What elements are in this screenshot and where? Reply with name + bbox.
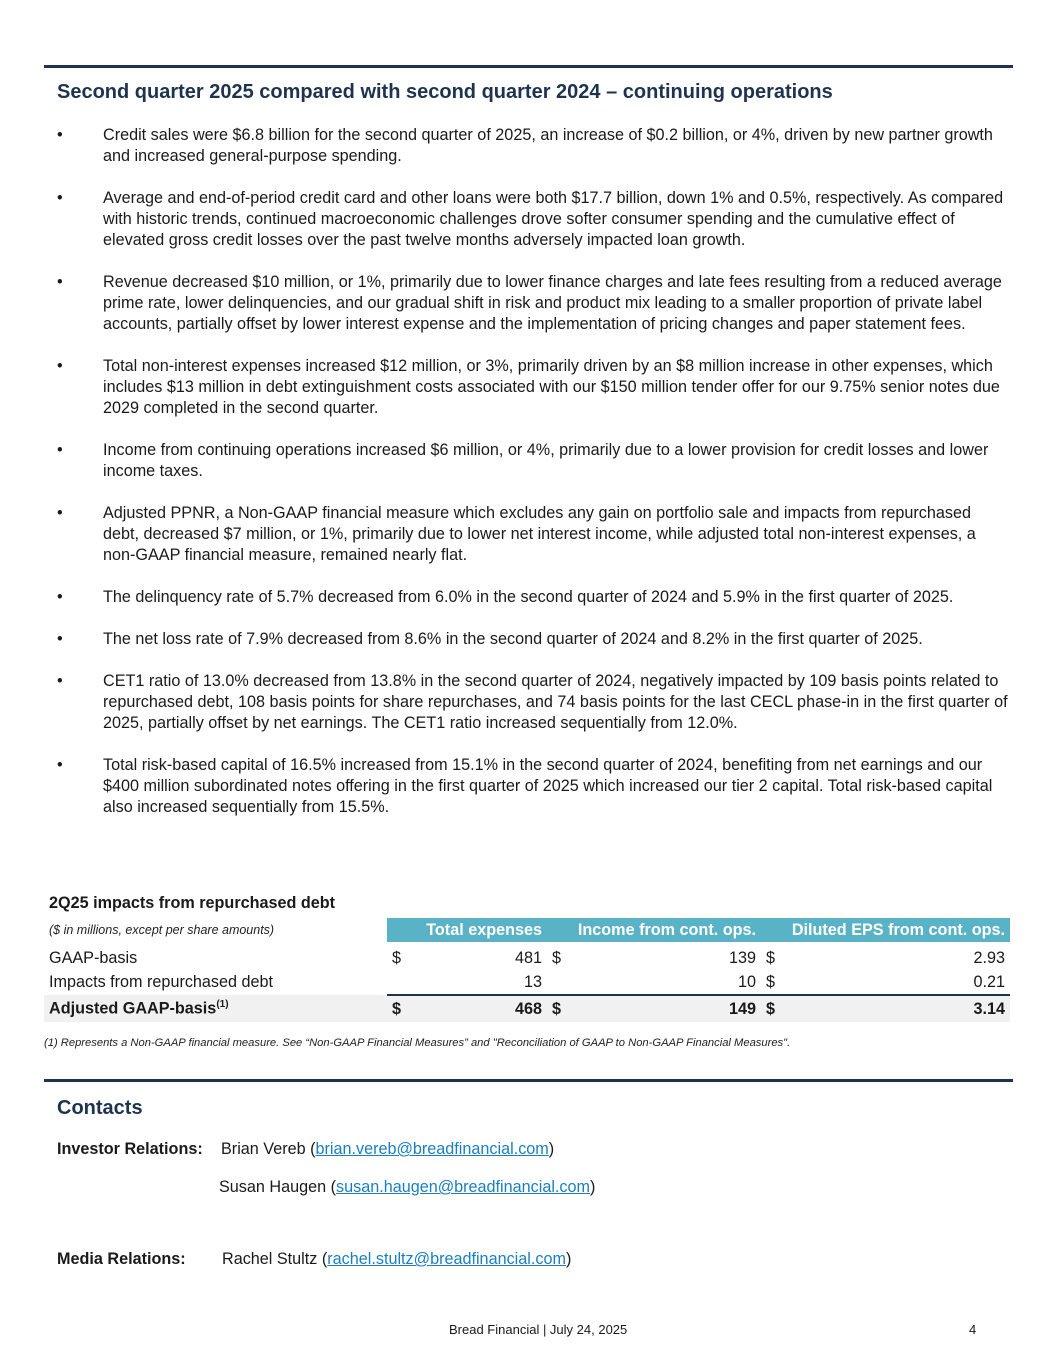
list-item xyxy=(0,755,1055,818)
table-row xyxy=(44,970,1010,995)
list-item xyxy=(0,188,1055,251)
list-item xyxy=(0,272,1055,335)
table-footnote: (1) Represents a Non-GAAP financial measure. See “Non-GAAP Financial Measures” and "Reconciliation of GAAP to Non-GAAP Financial Measures". xyxy=(44,1037,791,1049)
email-link[interactable]: brian.vereb@breadfinancial.com xyxy=(315,1140,549,1158)
bullet-icon: • xyxy=(57,273,63,291)
investor-contact-1: Brian Vereb (brian.vereb@breadfinancial.com) xyxy=(221,1140,555,1158)
cell-eps: 0.21 xyxy=(973,972,1005,991)
list-item xyxy=(0,503,1055,566)
repurchased-debt-table xyxy=(44,918,1010,1022)
cell-income: 139 xyxy=(728,948,756,967)
table-header-row xyxy=(44,918,1010,942)
currency-sign: $ xyxy=(766,948,776,967)
row-label: GAAP-basis xyxy=(49,948,138,967)
bullet-icon: • xyxy=(57,189,63,207)
currency-sign: $ xyxy=(766,972,776,991)
table-title: 2Q25 impacts from repurchased debt xyxy=(49,894,336,912)
list-item xyxy=(0,125,1055,167)
list-item xyxy=(0,587,1055,608)
contact-name: Brian Vereb xyxy=(221,1140,306,1158)
header-diluted-eps: Diluted EPS from cont. ops. xyxy=(761,918,1010,942)
email-link[interactable]: susan.haugen@breadfinancial.com xyxy=(336,1178,591,1196)
list-item xyxy=(0,440,1055,482)
currency-sign: $ xyxy=(387,995,409,1022)
page-number: 4 xyxy=(969,1322,977,1337)
bullet-text: Credit sales were $6.8 billion for the second quarter of 2025, an increase of $0.2 billion, or 4%, driven by new partner growth and increased general-purpose spending. xyxy=(103,126,993,165)
top-divider xyxy=(44,65,1013,68)
bullet-text: The delinquency rate of 5.7% decreased from 6.0% in the second quarter of 2024 and 5.9% in the first quarter of 2025. xyxy=(103,588,954,606)
bullet-text: Adjusted PPNR, a Non-GAAP financial measure which excludes any gain on portfolio sale and impacts from repurchased debt, decreased $7 million, or 1%, primarily due to lower net interest income, while adjusted total non-interest expenses, a non-GAAP financial measure, remained nearly flat. xyxy=(103,504,976,564)
contacts-title: Contacts xyxy=(57,1097,143,1119)
list-item xyxy=(0,671,1055,734)
cell-income: 10 xyxy=(737,972,756,991)
row-label xyxy=(44,995,387,1022)
bullet-text: Total risk-based capital of 16.5% increased from 15.1% in the second quarter of 2024, benefiting from net earnings and our $400 million subordinated notes offering in the first quarter of 2025 which increased our tier 2 capital. Total risk-based capital also increased sequentially from 15.5%. xyxy=(103,756,993,816)
cell-eps: 2.93 xyxy=(973,948,1005,967)
bullet-icon: • xyxy=(57,357,63,375)
bullet-text: Income from continuing operations increased $6 million, or 4%, primarily due to a lower provision for credit losses and lower income taxes. xyxy=(103,441,989,480)
bullet-icon: • xyxy=(57,126,63,144)
header-income: Income from cont. ops. xyxy=(547,918,761,942)
page-footer: Bread Financial | July 24, 2025 xyxy=(449,1322,628,1337)
contact-name: Susan Haugen xyxy=(219,1178,327,1196)
contacts-divider xyxy=(44,1079,1013,1082)
row-label: Impacts from repurchased debt xyxy=(49,973,274,991)
units-note: ($ in millions, except per share amounts) xyxy=(49,923,275,937)
list-item xyxy=(0,356,1055,419)
investor-relations-label: Investor Relations: xyxy=(57,1140,203,1158)
header-total-expenses: Total expenses xyxy=(387,918,547,942)
footnote-marker: (1) xyxy=(216,998,229,1010)
table-row xyxy=(44,946,1010,970)
bullet-icon: • xyxy=(57,672,63,690)
cell-total-expenses: 468 xyxy=(409,995,547,1022)
bullet-icon: • xyxy=(57,756,63,774)
media-contact: Rachel Stultz (rachel.stultz@breadfinancial.com) xyxy=(222,1250,572,1268)
bullet-text: The net loss rate of 7.9% decreased from 8.6% in the second quarter of 2024 and 8.2% in the first quarter of 2025. xyxy=(103,630,923,648)
bullet-text: Total non-interest expenses increased $12 million, or 3%, primarily driven by an $8 million increase in other expenses, which includes $13 million in debt extinguishment costs associated with our $150 million tender offer for our 9.75% senior notes due 2029 completed in the second quarter. xyxy=(103,357,1000,417)
table-row-adjusted xyxy=(44,995,1010,1022)
list-item xyxy=(0,629,1055,650)
contact-name: Rachel Stultz xyxy=(222,1250,318,1268)
investor-contact-2: Susan Haugen (susan.haugen@breadfinancial.com) xyxy=(219,1178,596,1196)
cell-total-expenses: 13 xyxy=(523,972,542,991)
bullet-icon: • xyxy=(57,441,63,459)
bullet-text: Average and end-of-period credit card and other loans were both $17.7 billion, down 1% and 0.5%, respectively. As compared with historic trends, continued macroeconomic challenges drove softer consumer spending and the cumulative effect of elevated gross credit losses over the past twelve months adversely impacted loan growth. xyxy=(103,189,1004,249)
media-relations-label: Media Relations: xyxy=(57,1250,186,1268)
cell-total-expenses: 481 xyxy=(514,948,542,967)
highlights-list xyxy=(0,125,1055,839)
section-title: Second quarter 2025 compared with second quarter 2024 – continuing operations xyxy=(57,81,833,103)
currency-sign: $ xyxy=(552,948,562,967)
bullet-text: CET1 ratio of 13.0% decreased from 13.8% in the second quarter of 2024, negatively impacted by 109 basis points related to repurchased debt, 108 basis points for share repurchases, and 74 basis points for the last CECL phase-in in the first quarter of 2025, partially offset by net earnings. The CET1 ratio increased sequentially from 12.0%. xyxy=(103,672,1008,732)
bullet-icon: • xyxy=(57,588,63,606)
currency-sign: $ xyxy=(761,995,783,1022)
bullet-icon: • xyxy=(57,630,63,648)
cell-income: 149 xyxy=(569,995,761,1022)
adjusted-label: Adjusted GAAP-basis xyxy=(49,999,217,1018)
cell-eps: 3.14 xyxy=(783,995,1010,1022)
bullet-icon: • xyxy=(57,504,63,522)
email-link[interactable]: rachel.stultz@breadfinancial.com xyxy=(327,1250,566,1268)
currency-sign: $ xyxy=(392,948,402,967)
bullet-text: Revenue decreased $10 million, or 1%, primarily due to lower finance charges and late fees resulting from a reduced average prime rate, lower delinquencies, and our gradual shift in risk and product mix leading to a smaller proportion of private label accounts, partially offset by lower interest expense and the implementation of pricing changes and paper statement fees. xyxy=(103,273,1002,333)
currency-sign: $ xyxy=(547,995,569,1022)
